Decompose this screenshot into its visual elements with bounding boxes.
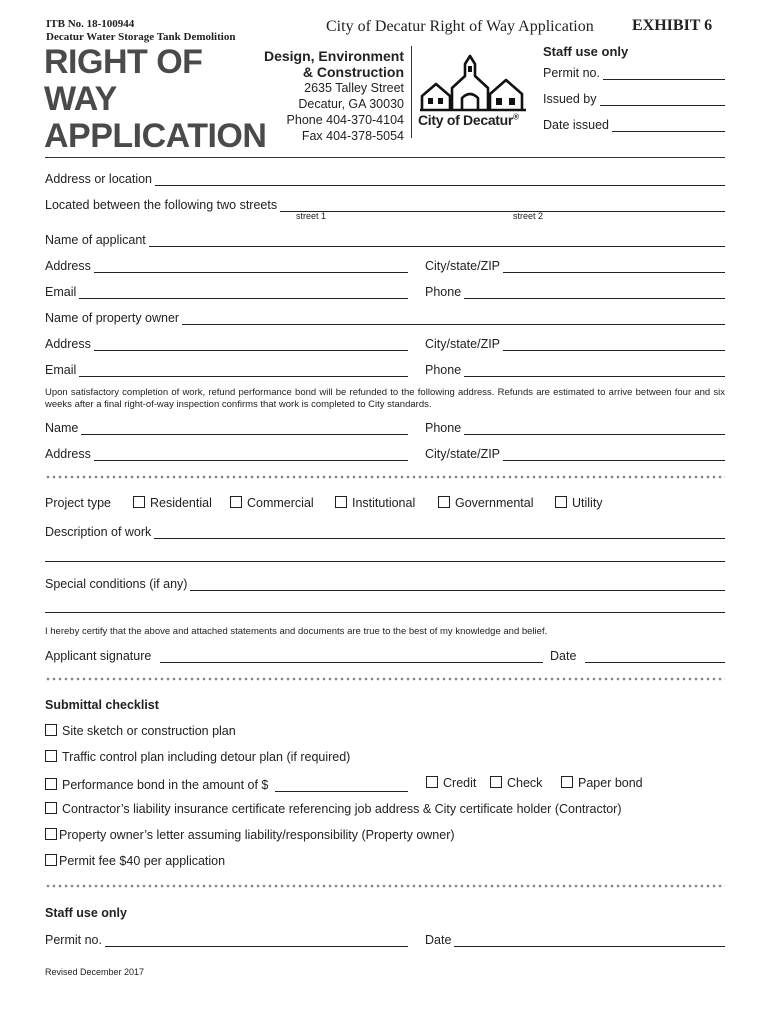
applicant-phone-field[interactable] — [425, 283, 725, 299]
staff-permit-no-input[interactable] — [603, 67, 725, 80]
department-name-line2: & Construction — [302, 64, 404, 80]
permit-fee-label: Permit fee $40 per application — [59, 854, 226, 868]
applicant-phone-label: Phone — [425, 285, 462, 299]
credit-checkbox[interactable] — [426, 776, 438, 788]
applicant-city-input[interactable] — [503, 260, 725, 273]
signature-date-label: Date — [550, 649, 577, 663]
permit-fee-checkbox[interactable] — [45, 854, 57, 866]
owner-email-field[interactable] — [45, 361, 408, 377]
applicant-address-input[interactable] — [94, 260, 408, 273]
applicant-signature-field[interactable] — [45, 647, 543, 663]
applicant-city-field[interactable] — [425, 257, 725, 273]
department-block — [264, 48, 404, 144]
street1-caption: street 1 — [296, 211, 327, 221]
staff-bottom-date-label: Date — [425, 933, 452, 947]
governmental-label: Governmental — [455, 496, 534, 510]
refund-phone-input[interactable] — [464, 422, 725, 435]
institutional-label: Institutional — [352, 496, 416, 510]
staff-top-heading: Staff use only — [543, 44, 629, 59]
refund-note: Upon satisfactory completion of work, refund performance bond will be refunded to the following address. Refunds are estimated to arrive between four and six weeks after a final right-of-way inspection confirms that work is completed to City standards. — [45, 387, 725, 410]
form-title — [44, 44, 266, 155]
form-title-line1: RIGHT OF — [44, 43, 203, 81]
insurance-label: Contractor’s liability insurance certificate referencing job address & City certificate holder (Contractor) — [62, 802, 622, 816]
checklist-traffic-plan[interactable] — [45, 750, 350, 764]
address-location-input[interactable] — [155, 173, 725, 186]
checklist-permit-fee[interactable] — [45, 854, 225, 868]
applicant-name-input[interactable] — [149, 234, 725, 247]
department-fax: Fax 404-378-5054 — [301, 129, 404, 143]
department-name-line1: Design, Environment — [263, 48, 404, 64]
residential-label: Residential — [150, 496, 212, 510]
project-type-label: Project type — [45, 496, 112, 510]
between-streets-label: Located between the following two streets — [45, 198, 278, 212]
commercial-checkbox[interactable] — [230, 496, 242, 508]
refund-city-input[interactable] — [503, 448, 725, 461]
refund-name-label: Name — [45, 421, 79, 435]
applicant-city-label: City/state/ZIP — [425, 259, 501, 273]
owner-email-label: Email — [45, 363, 77, 377]
applicant-address-field[interactable] — [45, 257, 408, 273]
street2-caption: street 2 — [513, 211, 544, 221]
department-street: 2635 Talley Street — [304, 81, 404, 95]
staff-use-top — [543, 44, 628, 65]
staff-bottom-permit-label: Permit no. — [45, 933, 102, 947]
address-location-field[interactable] — [45, 170, 725, 186]
exhibit-label: EXHIBIT 6 — [632, 17, 713, 34]
owner-name-field[interactable] — [45, 309, 725, 325]
governmental-checkbox[interactable] — [438, 496, 450, 508]
project-type-institutional[interactable] — [335, 496, 415, 510]
institutional-checkbox[interactable] — [335, 496, 347, 508]
logo-text: City of Decatur — [418, 112, 514, 128]
staff-permit-no-label: Permit no. — [543, 66, 600, 80]
refund-city-field[interactable] — [425, 445, 725, 461]
project-type-commercial[interactable] — [230, 496, 314, 510]
refund-phone-label: Phone — [425, 421, 462, 435]
description-label: Description of work — [45, 525, 152, 539]
owner-name-label: Name of property owner — [45, 311, 180, 325]
between-streets-field[interactable] — [45, 196, 725, 212]
refund-address-input[interactable] — [94, 448, 408, 461]
itb-project: Decatur Water Storage Tank Demolition — [46, 31, 236, 43]
special-conditions-input[interactable] — [190, 578, 725, 591]
checklist-owner-letter[interactable] — [45, 828, 455, 842]
checklist-heading: Submittal checklist — [45, 698, 159, 712]
traffic-plan-checkbox[interactable] — [45, 750, 57, 762]
department-city: Decatur, GA 30030 — [298, 97, 404, 111]
refund-phone-field[interactable] — [425, 419, 725, 435]
refund-city-label: City/state/ZIP — [425, 447, 501, 461]
check-label: Check — [507, 776, 543, 790]
staff-date-issued-field[interactable] — [543, 116, 725, 132]
owner-address-field[interactable] — [45, 335, 408, 351]
header-rule — [45, 157, 725, 158]
itb-header — [46, 18, 235, 44]
commercial-label: Commercial — [247, 496, 314, 510]
payment-paper-bond-option[interactable] — [561, 776, 643, 790]
applicant-email-input[interactable] — [79, 286, 408, 299]
city-logo — [418, 52, 538, 136]
payment-check-option[interactable] — [490, 776, 542, 790]
site-sketch-label: Site sketch or construction plan — [62, 724, 236, 738]
paper-bond-label: Paper bond — [578, 776, 643, 790]
section-divider-3 — [45, 884, 725, 888]
form-title-line3: APPLICATION — [44, 117, 267, 155]
itb-number: ITB No. 18-100944 — [46, 18, 135, 30]
staff-bottom-date-field[interactable] — [425, 931, 725, 947]
refund-name-input[interactable] — [81, 422, 408, 435]
owner-email-input[interactable] — [79, 364, 408, 377]
credit-label: Credit — [443, 776, 477, 790]
utility-checkbox[interactable] — [555, 496, 567, 508]
staff-bottom-permit-input[interactable] — [105, 934, 408, 947]
project-type-utility[interactable] — [555, 496, 603, 510]
between-streets-input[interactable] — [280, 199, 725, 212]
staff-bottom-date-input[interactable] — [454, 934, 725, 947]
logo-registered-mark: ® — [513, 112, 519, 122]
special-conditions-line-2[interactable] — [45, 612, 725, 613]
logo-wordmark — [418, 112, 519, 128]
checklist-performance-bond[interactable] — [45, 776, 408, 792]
applicant-address-label: Address — [45, 259, 91, 273]
refund-address-field[interactable] — [45, 445, 408, 461]
owner-address-input[interactable] — [94, 338, 408, 351]
refund-name-field[interactable] — [45, 419, 408, 435]
check-checkbox[interactable] — [490, 776, 502, 788]
special-conditions-label: Special conditions (if any) — [45, 577, 188, 591]
signature-date-field[interactable] — [550, 647, 725, 663]
performance-bond-amount-input[interactable] — [275, 779, 408, 792]
description-field[interactable] — [45, 523, 725, 539]
staff-issued-by-label: Issued by — [543, 92, 597, 106]
staff-issued-by-field[interactable] — [543, 90, 725, 106]
owner-name-input[interactable] — [182, 312, 725, 325]
staff-bottom-permit-field[interactable] — [45, 931, 408, 947]
revised-note: Revised December 2017 — [45, 967, 145, 977]
owner-address-label: Address — [45, 337, 91, 351]
project-type-residential[interactable] — [133, 496, 212, 510]
utility-label: Utility — [572, 496, 603, 510]
checklist-site-sketch[interactable] — [45, 724, 236, 738]
residential-checkbox[interactable] — [133, 496, 145, 508]
site-sketch-checkbox[interactable] — [45, 724, 57, 736]
address-location-label: Address or location — [45, 172, 153, 186]
document-title: City of Decatur Right of Way Application — [326, 18, 594, 35]
traffic-plan-label: Traffic control plan including detour plan (if required) — [62, 750, 351, 764]
special-conditions-field[interactable] — [45, 575, 725, 591]
insurance-checkbox[interactable] — [45, 802, 57, 814]
owner-city-input[interactable] — [503, 338, 725, 351]
applicant-signature-label: Applicant signature — [45, 649, 152, 663]
applicant-signature-input[interactable] — [160, 650, 543, 663]
project-type-governmental[interactable] — [438, 496, 534, 510]
refund-address-label: Address — [45, 447, 91, 461]
owner-phone-field[interactable] — [425, 361, 725, 377]
applicant-email-field[interactable] — [45, 283, 408, 299]
form-title-line2: WAY — [44, 80, 117, 118]
staff-permit-no-field[interactable] — [543, 64, 725, 80]
staff-date-issued-label: Date issued — [543, 118, 610, 132]
checklist-insurance-certificate[interactable] — [45, 802, 622, 816]
performance-bond-checkbox[interactable] — [45, 778, 57, 790]
certify-statement: I hereby certify that the above and attached statements and documents are true to the best of my knowledge and belief. — [45, 626, 548, 637]
applicant-name-field[interactable] — [45, 231, 725, 247]
description-line-2[interactable] — [45, 561, 725, 562]
performance-bond-label: Performance bond in the amount of $ — [62, 778, 269, 792]
owner-letter-checkbox[interactable] — [45, 828, 57, 840]
applicant-phone-input[interactable] — [464, 286, 725, 299]
payment-credit-option[interactable] — [426, 776, 476, 790]
owner-phone-input[interactable] — [464, 364, 725, 377]
staff-date-issued-input[interactable] — [612, 119, 725, 132]
owner-city-field[interactable] — [425, 335, 725, 351]
description-input[interactable] — [154, 526, 725, 539]
signature-date-input[interactable] — [585, 650, 725, 663]
applicant-name-label: Name of applicant — [45, 233, 146, 247]
owner-city-label: City/state/ZIP — [425, 337, 501, 351]
paper-bond-checkbox[interactable] — [561, 776, 573, 788]
owner-letter-label: Property owner’s letter assuming liability/responsibility (Property owner) — [59, 828, 455, 842]
section-divider-1 — [45, 475, 725, 479]
header-divider — [411, 46, 412, 138]
applicant-email-label: Email — [45, 285, 77, 299]
department-phone: Phone 404-370-4104 — [286, 113, 404, 127]
staff-issued-by-input[interactable] — [600, 93, 725, 106]
owner-phone-label: Phone — [425, 363, 462, 377]
section-divider-2 — [45, 677, 725, 681]
staff-bottom-heading: Staff use only — [45, 906, 127, 920]
